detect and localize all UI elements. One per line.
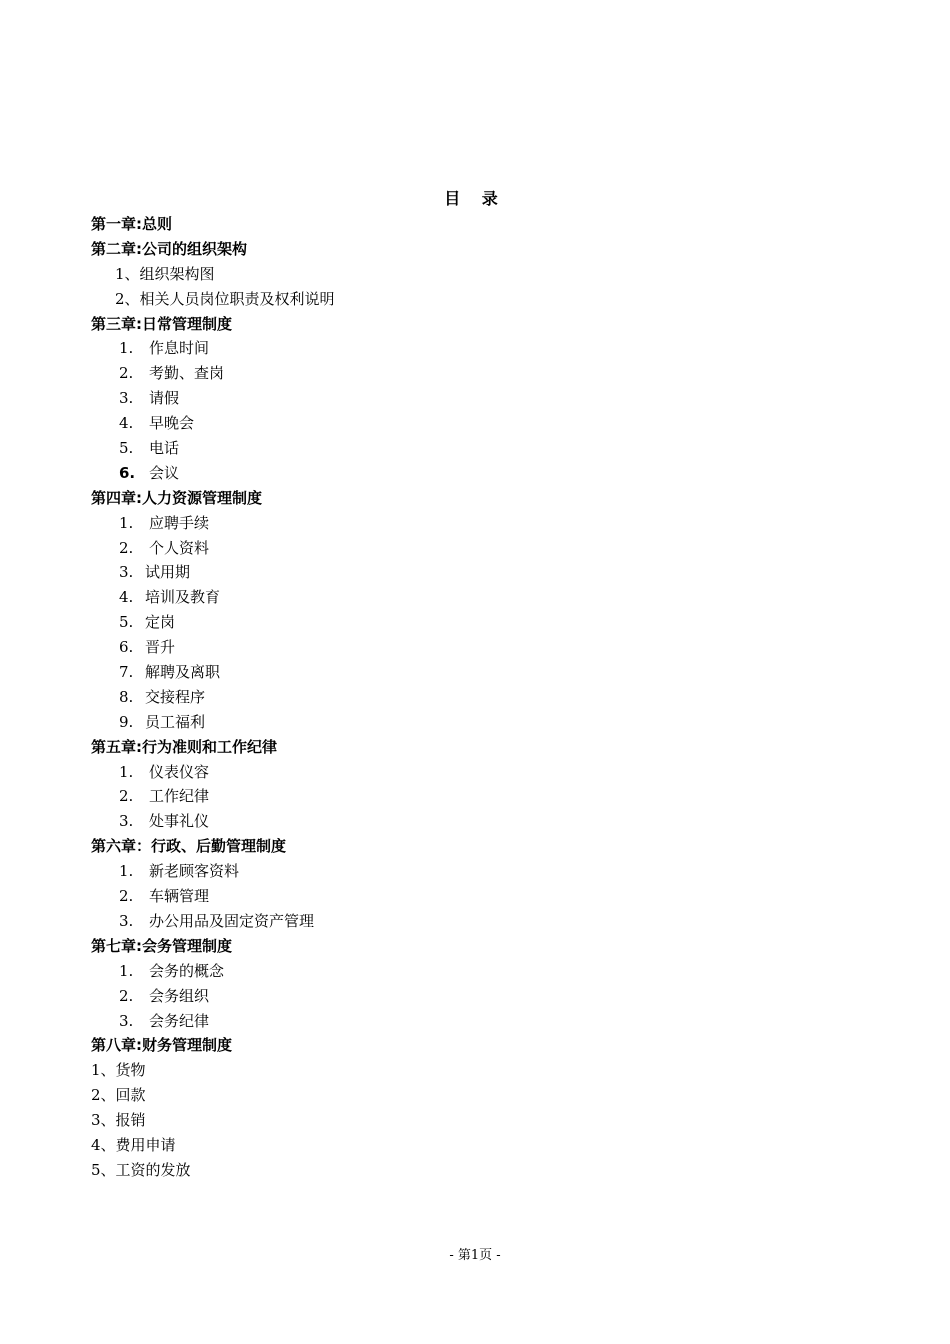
toc-entry-number: 4. bbox=[119, 588, 134, 607]
toc-entry bbox=[91, 984, 871, 1009]
toc-entry-number: 3. bbox=[119, 812, 134, 831]
toc-entry-text: 交接程序 bbox=[145, 687, 206, 706]
toc-entry-number: 5. bbox=[119, 613, 134, 632]
toc-entry: 5、工资的发放 bbox=[91, 1160, 191, 1179]
page-footer: - 第1页 - bbox=[449, 1248, 501, 1263]
toc-entry-text: 晋升 bbox=[145, 638, 176, 657]
toc-entry: 2、回款 bbox=[91, 1086, 146, 1105]
toc-chapter-2: 第二章:公司的组织架构 bbox=[91, 239, 247, 258]
toc-entry-text: 定岗 bbox=[145, 613, 176, 632]
toc-entry bbox=[91, 411, 871, 436]
toc-entry-number: 6. bbox=[119, 638, 134, 657]
toc-entry bbox=[91, 1009, 871, 1034]
toc-entry bbox=[91, 884, 871, 909]
toc-entry-text: 会务纪律 bbox=[149, 1011, 210, 1030]
toc-chapter-3: 第三章:日常管理制度 bbox=[91, 314, 232, 333]
toc-entry-text: 办公用品及固定资产管理 bbox=[149, 911, 315, 930]
toc-entry-number: 6. bbox=[119, 463, 136, 482]
toc-entry-number: 3. bbox=[119, 1011, 134, 1030]
toc-chapter-7: 第七章:会务管理制度 bbox=[91, 936, 232, 955]
toc-entry-number: 3. bbox=[119, 389, 134, 408]
toc-entry-text: 处事礼仪 bbox=[149, 812, 210, 831]
toc-entry bbox=[91, 710, 871, 735]
toc-entry bbox=[91, 336, 871, 361]
toc-entry bbox=[91, 909, 871, 934]
toc-entry-number: 2. bbox=[119, 364, 134, 383]
toc-entry-text: 解聘及离职 bbox=[145, 663, 221, 682]
toc-entry: 3、报销 bbox=[91, 1111, 146, 1130]
toc-entry-text: 新老顾客资料 bbox=[149, 862, 240, 881]
toc-entry-text: 电话 bbox=[149, 439, 180, 458]
toc-entry bbox=[91, 461, 871, 486]
toc-entry bbox=[91, 784, 871, 809]
toc-entry: 4、费用申请 bbox=[91, 1135, 176, 1154]
toc-chapter-4: 第四章:人力资源管理制度 bbox=[91, 488, 262, 507]
toc-entry bbox=[91, 959, 871, 984]
toc-entry-text: 车辆管理 bbox=[149, 887, 210, 906]
toc-entry-text: 工作纪律 bbox=[149, 787, 210, 806]
toc-chapter-8: 第八章:财务管理制度 bbox=[91, 1036, 232, 1055]
table-of-contents bbox=[91, 212, 871, 1183]
toc-entry bbox=[91, 361, 871, 386]
toc-entry bbox=[91, 386, 871, 411]
toc-entry-number: 8. bbox=[119, 687, 134, 706]
toc-chapter-1: 第一章:总则 bbox=[91, 215, 172, 233]
toc-chapter-5: 第五章:行为准则和工作纪律 bbox=[91, 737, 277, 756]
toc-entry-text: 会务组织 bbox=[149, 986, 210, 1005]
toc-entry-number: 1. bbox=[119, 513, 134, 532]
toc-entry-text: 请假 bbox=[149, 389, 180, 408]
toc-entry bbox=[91, 660, 871, 685]
toc-entry bbox=[91, 685, 871, 710]
toc-entry-number: 1. bbox=[119, 762, 134, 781]
toc-entry-text: 会议 bbox=[149, 463, 180, 482]
toc-entry bbox=[91, 536, 871, 561]
toc-entry-text: 仪表仪容 bbox=[149, 762, 210, 781]
toc-entry-text: 早晚会 bbox=[149, 414, 195, 433]
toc-entry-text: 应聘手续 bbox=[149, 513, 210, 532]
toc-entry-text: 个人资料 bbox=[149, 538, 210, 557]
toc-entry-text: 会务的概念 bbox=[149, 961, 225, 980]
toc-entry-number: 1. bbox=[119, 862, 134, 881]
toc-entry-text: 培训及教育 bbox=[145, 588, 221, 607]
toc-entry-number: 4. bbox=[119, 414, 134, 433]
toc-entry bbox=[91, 585, 871, 610]
toc-entry-text: 考勤、查岗 bbox=[149, 364, 225, 383]
toc-entry: 1、组织架构图 bbox=[115, 264, 215, 283]
toc-entry-text: 作息时间 bbox=[149, 339, 210, 358]
toc-entry bbox=[91, 436, 871, 461]
toc-entry bbox=[91, 809, 871, 834]
page-title: 目 录 bbox=[444, 189, 506, 208]
toc-entry-number: 3. bbox=[119, 911, 134, 930]
toc-entry bbox=[91, 859, 871, 884]
toc-entry bbox=[91, 760, 871, 785]
toc-entry-number: 3. bbox=[119, 563, 134, 582]
toc-entry: 1、货物 bbox=[91, 1061, 146, 1080]
toc-entry-number: 9. bbox=[119, 712, 134, 731]
toc-entry-number: 2. bbox=[119, 887, 134, 906]
toc-entry-number: 2. bbox=[119, 787, 134, 806]
toc-entry-text: 试用期 bbox=[145, 563, 191, 582]
toc-entry bbox=[91, 610, 871, 635]
toc-entry-number: 7. bbox=[119, 663, 134, 682]
toc-entry-text: 员工福利 bbox=[145, 712, 206, 731]
toc-entry-number: 5. bbox=[119, 439, 134, 458]
toc-entry bbox=[91, 511, 871, 536]
toc-entry-number: 2. bbox=[119, 986, 134, 1005]
toc-entry-number: 1. bbox=[119, 339, 134, 358]
toc-chapter-6: 第六章：行政、后勤管理制度 bbox=[91, 837, 287, 856]
toc-entry bbox=[91, 635, 871, 660]
toc-entry: 2、相关人员岗位职责及权利说明 bbox=[115, 289, 335, 308]
toc-entry-number: 2. bbox=[119, 538, 134, 557]
toc-entry bbox=[91, 560, 871, 585]
toc-entry-number: 1. bbox=[119, 961, 134, 980]
